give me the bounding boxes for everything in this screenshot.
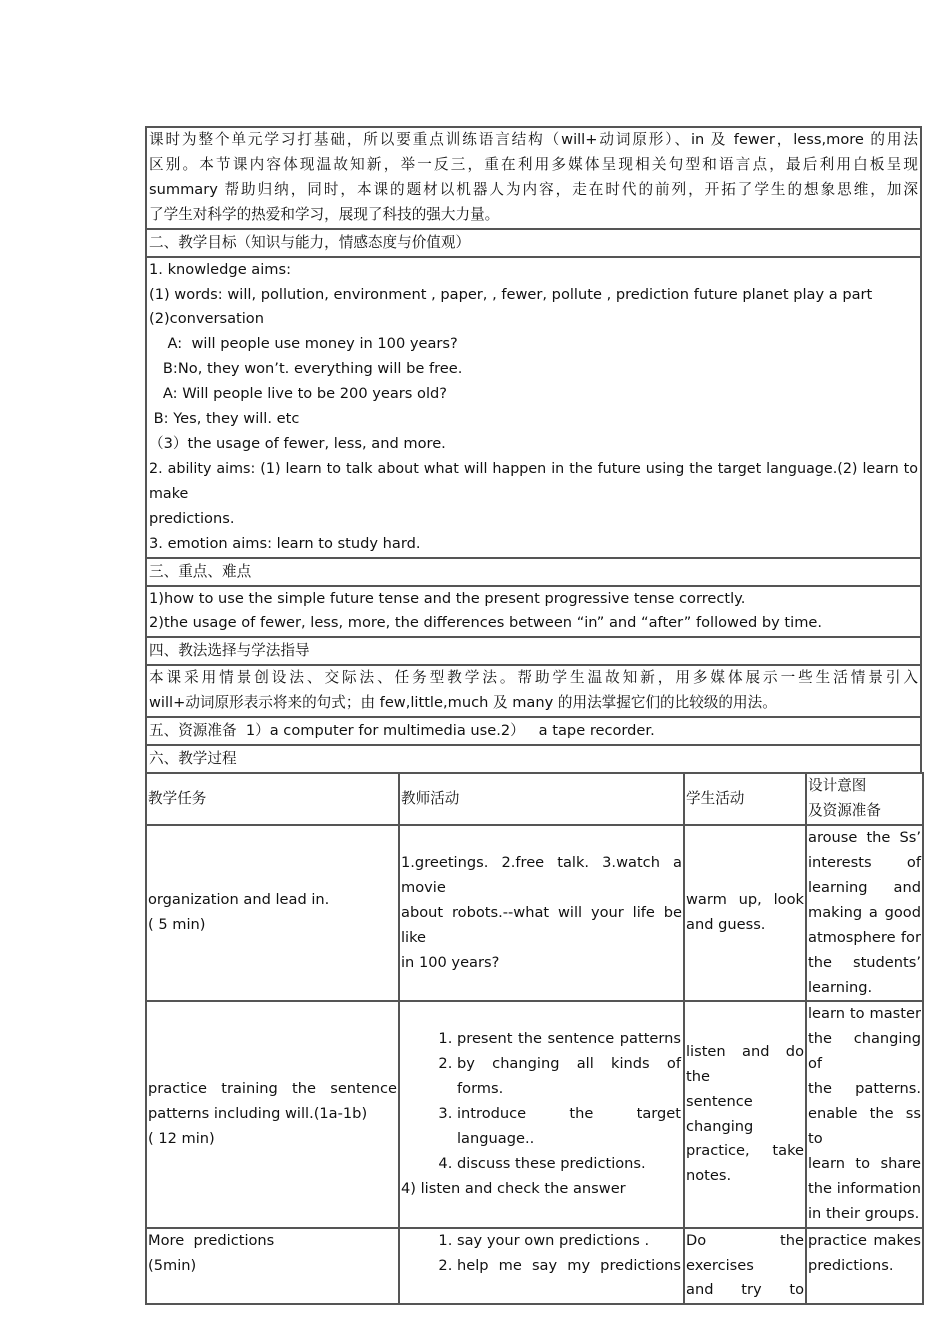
list-item: 1. say your own predictions . [457,1229,682,1254]
table-row [146,825,923,1001]
goals-heading-row [145,228,922,256]
methods-line: will+动词原形表示将来的句式；由 few,little,much 及 many 的用法掌握它们的比较级的用法。 [149,694,777,712]
resources-heading: 五、资源准备 1）a computer for multimedia use.2） a tape recorder. [149,722,655,740]
goals-heading: 二、教学目标（知识与能力，情感态度与价值观） [149,233,471,251]
teacher-list [401,1027,682,1176]
table-header-row [146,773,923,825]
goals-line: (2)conversation [149,310,264,328]
list-item: 4. discuss these predictions. [457,1152,682,1177]
task-line: (5min) [148,1256,197,1274]
task-line: practice training the sentence [148,1080,397,1098]
intent-line: atmosphere for [808,928,921,946]
process-table [145,772,924,1305]
goals-line: 2. ability aims: (1) learn to talk about what will happen in the future using the target language.(2) learn to make [149,460,918,502]
task-cell [146,1001,399,1227]
intent-line: making a good [808,903,921,921]
student-line: and guess. [686,916,766,934]
student-line: Do the exercises [686,1231,804,1274]
table-row [146,1228,923,1305]
student-cell [684,1228,806,1305]
methods-heading-row [145,636,922,664]
student-cell [684,825,806,1001]
goals-line: A: will people use money in 100 years? [149,335,458,353]
intro-line: 了学生对科学的热爱和学习，展现了科技的强大力量。 [149,205,500,223]
goals-line: B: Yes, they will. etc [149,410,300,428]
goals-line: 3. emotion aims: learn to study hard. [149,534,421,552]
methods-section [145,664,922,716]
intent-line: interests of [808,854,921,872]
intent-line: enable the ss to [808,1105,921,1147]
process-heading-row [145,744,922,772]
goals-line: (1) words: will, pollution, environment , paper, , fewer, pollute , prediction future planet play a part [149,285,873,303]
process-table-wrap [145,772,922,1305]
process-heading: 六、教学过程 [149,750,237,768]
table-row [146,1001,923,1227]
task-cell [146,1228,399,1305]
teacher-cell [399,825,684,1001]
column-header: 学生活动 [684,773,806,825]
column-header: 设计意图 及资源准备 [806,773,923,825]
column-header: 教师活动 [399,773,684,825]
teacher-cell [399,1001,684,1227]
intent-line: the patterns. [808,1080,921,1098]
teacher-line: in 100 years? [401,953,500,971]
intent-cell [806,1001,923,1227]
intent-line: the information [808,1179,921,1197]
task-line: ( 12 min) [148,1130,215,1147]
intent-line: the students’ [808,953,921,971]
teacher-list [401,1229,682,1279]
intent-cell [806,825,923,1001]
task-line: ( 5 min) [148,916,206,934]
student-line: warm up, look [686,891,804,909]
intent-line: predictions. [808,1256,894,1274]
intent-line: learning. [808,978,873,996]
intent-line: learning and [808,878,921,896]
column-header: 教学任务 [146,773,399,825]
intent-line: learn to share [808,1154,921,1172]
task-cell [146,825,399,1001]
teacher-cell [399,1228,684,1305]
intent-line: practice makes [808,1231,921,1249]
methods-line: 本课采用情景创设法、交际法、任务型教学法。帮助学生温故知新，用多媒体展示一些生活情景引入 [149,669,918,687]
teacher-line: about robots.--what will your life be like [401,903,682,946]
goals-section [145,256,922,557]
teacher-line: 4) listen and check the answer [401,1179,626,1197]
student-line: practice, take [686,1142,804,1160]
document-body [145,126,922,1305]
student-line: notes. [686,1167,732,1185]
intro-line: summary 帮助归纳，同时，本课的题材以机器人为内容，走在时代的前列，开拓了学生的想象思维，加深 [149,180,918,198]
intent-cell [806,1228,923,1305]
keypoints-section [145,585,922,637]
intent-line: the changing of [808,1030,921,1073]
intent-line: learn to master [808,1005,921,1023]
goals-line: （3）the usage of fewer, less, and more. [149,434,446,452]
list-item: 2. by changing all kinds of forms. [457,1052,682,1102]
teacher-line: 1.greetings. 2.free talk. 3.watch a movie [401,854,682,896]
list-item: 2. help me say my predictions [457,1254,682,1279]
intro-line: 区别。本节课内容体现温故知新，举一反三，重在利用多媒体呈现相关句型和语言点，最后利用白板呈现 [149,155,918,173]
keypoints-line: 2)the usage of fewer, less, more, the differences between “in” and “after” followed by time. [149,614,823,632]
keypoints-heading-row [145,557,922,585]
methods-heading: 四、教法选择与学法指导 [149,642,310,660]
list-item: 1. present the sentence patterns [457,1027,682,1052]
student-line: changing [686,1117,754,1135]
intro-line: 课时为整个单元学习打基础，所以要重点训练语言结构（will+动词原形）、in 及 fewer，less,more 的用法 [149,131,918,148]
task-line: organization and lead in. [148,891,330,909]
intent-line: arouse the Ss’ [808,829,921,847]
goals-line: 1. knowledge aims: [149,260,292,278]
intent-line: in their groups. [808,1204,920,1222]
keypoints-line: 1)how to use the simple future tense and the present progressive tense correctly. [149,589,746,607]
task-line: More predictions [148,1231,275,1249]
goals-line: A: Will people live to be 200 years old? [149,385,448,403]
goals-line: B:No, they won’t. everything will be free. [149,360,463,378]
goals-line: predictions. [149,509,235,527]
student-cell [684,1001,806,1227]
keypoints-heading: 三、重点、难点 [149,562,252,580]
list-item: 3. introduce the target language.. [457,1102,682,1152]
student-line: sentence [686,1092,753,1110]
student-line: and try to [686,1281,804,1299]
resources-row [145,716,922,744]
student-line: listen and do the [686,1042,804,1085]
intro-section [145,126,922,228]
task-line: patterns including will.(1a-1b) [148,1105,368,1123]
